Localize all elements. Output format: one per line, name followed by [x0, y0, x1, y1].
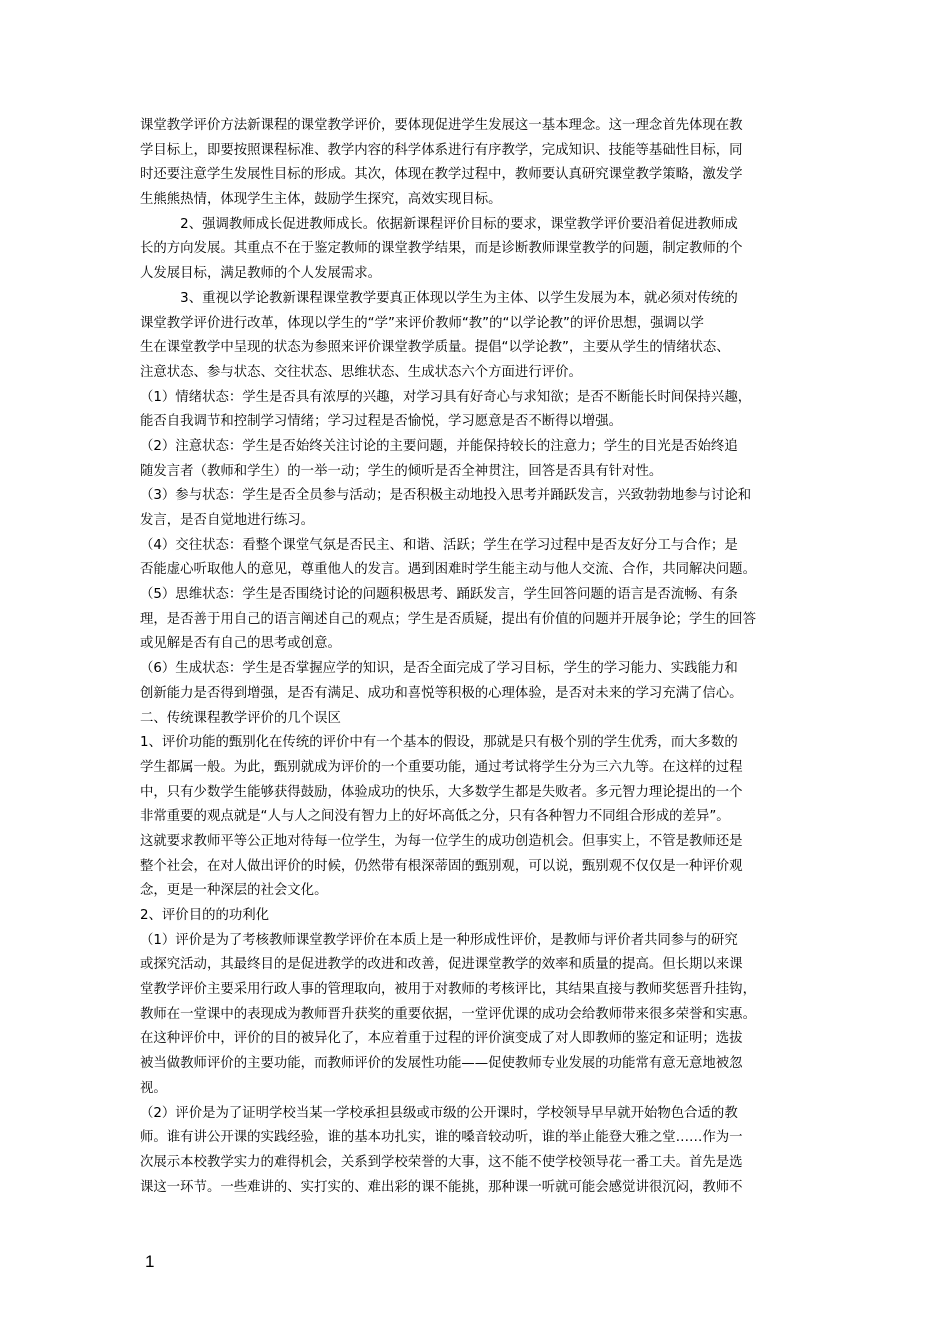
text-line: 学目标上，即要按照课程标准、教学内容的科学体系进行有序教学，完成知识、技能等基础性目标，同: [140, 142, 743, 158]
text-line: 次展示本校教学实力的难得机会，关系到学校荣誉的大事，这不能不使学校领导花一番工夫。首先是选: [140, 1154, 743, 1170]
text-line: 课这一环节。一些难讲的、实打实的、难出彩的课不能挑，那种课一听就可能会感觉讲很沉闷，教师不: [140, 1179, 743, 1195]
text-line: 生熊熊热情，体现学生主体，鼓励学生探究，高效实现目标。: [140, 192, 502, 208]
text-line: （5）思维状态：学生是否围绕讨论的问题积极思考、踊跃发言，学生回答问题的语言是否流畅、有条: [140, 587, 738, 603]
text-line: 非常重要的观点就是“人与人之间没有智力上的好坏高低之分，只有各种智力不同组合形成的差异”。: [140, 809, 730, 825]
text-line: （2）注意状态：学生是否始终关注讨论的主要问题，并能保持较长的注意力；学生的目光是否始终追: [140, 438, 738, 454]
text-line: 2、评价目的的功利化: [140, 908, 270, 923]
text-line: （1）评价是为了考核教师课堂教学评价在本质上是一种形成性评价，是教师与评价者共同参与的研究: [140, 932, 738, 948]
text-line: 1、评价功能的甄别化在传统的评价中有一个基本的假设，那就是只有极个别的学生优秀，而大多数的: [140, 735, 738, 751]
text-line: 3、重视以学论教新课程课堂教学要真正体现以学生为主体、以学生发展为本，就必须对传统的: [140, 290, 738, 306]
text-line: 时还要注意学生发展性目标的形成。其次，体现在教学过程中，教师要认真研究课堂教学策略，激发学: [140, 167, 743, 183]
text-line: 课堂教学评价进行改革，体现以学生的“学”来评价教师“教”的“以学论教”的评价思想，强调以学: [140, 315, 704, 331]
text-line: 生在课堂教学中呈现的状态为参照来评价课堂教学质量。提倡“以学论教”，主要从学生的情绪状态、: [140, 340, 730, 356]
text-line: 随发言者（教师和学生）的一举一动；学生的倾听是否全神贯注，回答是否具有针对性。: [140, 463, 663, 479]
text-line: 在这种评价中，评价的目的被异化了，本应着重于过程的评价演变成了对人即教师的鉴定和证明；选拔: [140, 1031, 743, 1047]
text-line: （6）生成状态：学生是否掌握应学的知识，是否全面完成了学习目标，学生的学习能力、实践能力和: [140, 661, 738, 677]
text-line: 理，是否善于用自己的语言阐述自己的观点；学生是否质疑，提出有价值的问题并开展争论；学生的回答: [140, 611, 756, 627]
text-line: 人发展目标，满足教师的个人发展需求。: [140, 266, 382, 282]
text-line: 视。: [140, 1080, 167, 1096]
text-line: 否能虚心听取他人的意见，尊重他人的发言。遇到困难时学生能主动与他人交流、合作，共同解决问题。: [140, 562, 756, 578]
text-line: 整个社会，在对人做出评价的时候，仍然带有根深蒂固的甄别观，可以说，甄别观不仅仅是一种评价观: [140, 858, 743, 874]
text-line: 2、强调教师成长促进教师成长。依据新课程评价目标的要求，课堂教学评价要沿着促进教师成: [140, 216, 738, 232]
text-line: 学生都属一般。为此，甄别就成为评价的一个重要功能，通过考试将学生分为三六九等。在这样的过程: [140, 759, 743, 775]
text-line: 或探究活动，其最终目的是促进教学的改进和改善，促进课堂教学的效率和质量的提高。但长期以来课: [140, 957, 743, 973]
body-text: [140, 114, 820, 1200]
text-line: 被当做教师评价的主要功能，而教师评价的发展性功能——促使教师专业发展的功能常有意无意地被忽: [140, 1056, 743, 1072]
text-line: 长的方向发展。其重点不在于鉴定教师的课堂教学结果，而是诊断教师课堂教学的问题，制定教师的个: [140, 241, 743, 257]
text-line: 师。谁有讲公开课的实践经验，谁的基本功扎实，谁的嗓音较动听，谁的举止能登大雅之堂……作为一: [140, 1130, 743, 1146]
text-line: 中，只有少数学生能够获得鼓励，体验成功的快乐，大多数学生都是失败者。多元智力理论提出的一个: [140, 784, 743, 800]
text-line: 课堂教学评价方法新课程的课堂教学评价，要体现促进学生发展这一基本理念。这一理念首先体现在教: [140, 118, 743, 133]
text-line: 注意状态、参与状态、交往状态、思维状态、生成状态六个方面进行评价。: [140, 364, 582, 380]
text-line: 或见解是否有自己的思考或创意。: [140, 636, 341, 652]
text-line: 这就要求教师平等公正地对待每一位学生，为每一位学生的成功创造机会。但事实上，不管是教师还是: [140, 833, 743, 849]
text-line: 发言，是否自觉地进行练习。: [140, 513, 315, 528]
page-number: 1: [145, 1252, 155, 1271]
text-line: 创新能力是否得到增强，是否有满足、成功和喜悦等积极的心理体验，是否对未来的学习充满了信心。: [140, 685, 743, 701]
text-line: 二、传统课程教学评价的几个误区: [140, 710, 341, 726]
text-line: 教师在一堂课中的表现成为教师晋升获奖的重要依据，一堂评优课的成功会给教师带来很多荣誉和实惠。: [140, 1006, 756, 1022]
text-line: （3）参与状态：学生是否全员参与活动；是否积极主动地投入思考并踊跃发言，兴致勃勃地参与讨论和: [140, 488, 752, 504]
text-line: 念，更是一种深层的社会文化。: [140, 883, 328, 899]
text-line: （1）情绪状态：学生是否具有浓厚的兴趣，对学习具有好奇心与求知欲；是否不断能长时间保持兴趣，: [140, 389, 752, 405]
text-line: （4）交往状态：看整个课堂气氛是否民主、和谐、活跃；学生在学习过程中是否友好分工与合作；是: [140, 537, 738, 553]
text-line: 能否自我调节和控制学习情绪；学习过程是否愉悦，学习愿意是否不断得以增强。: [140, 414, 623, 430]
text-line: 堂教学评价主要采用行政人事的管理取向，被用于对教师的考核评比，其结果直接与教师奖惩晋升挂钩，: [140, 982, 756, 998]
text-line: （2）评价是为了证明学校当某一学校承担县级或市级的公开课时，学校领导早早就开始物色合适的教: [140, 1105, 738, 1121]
